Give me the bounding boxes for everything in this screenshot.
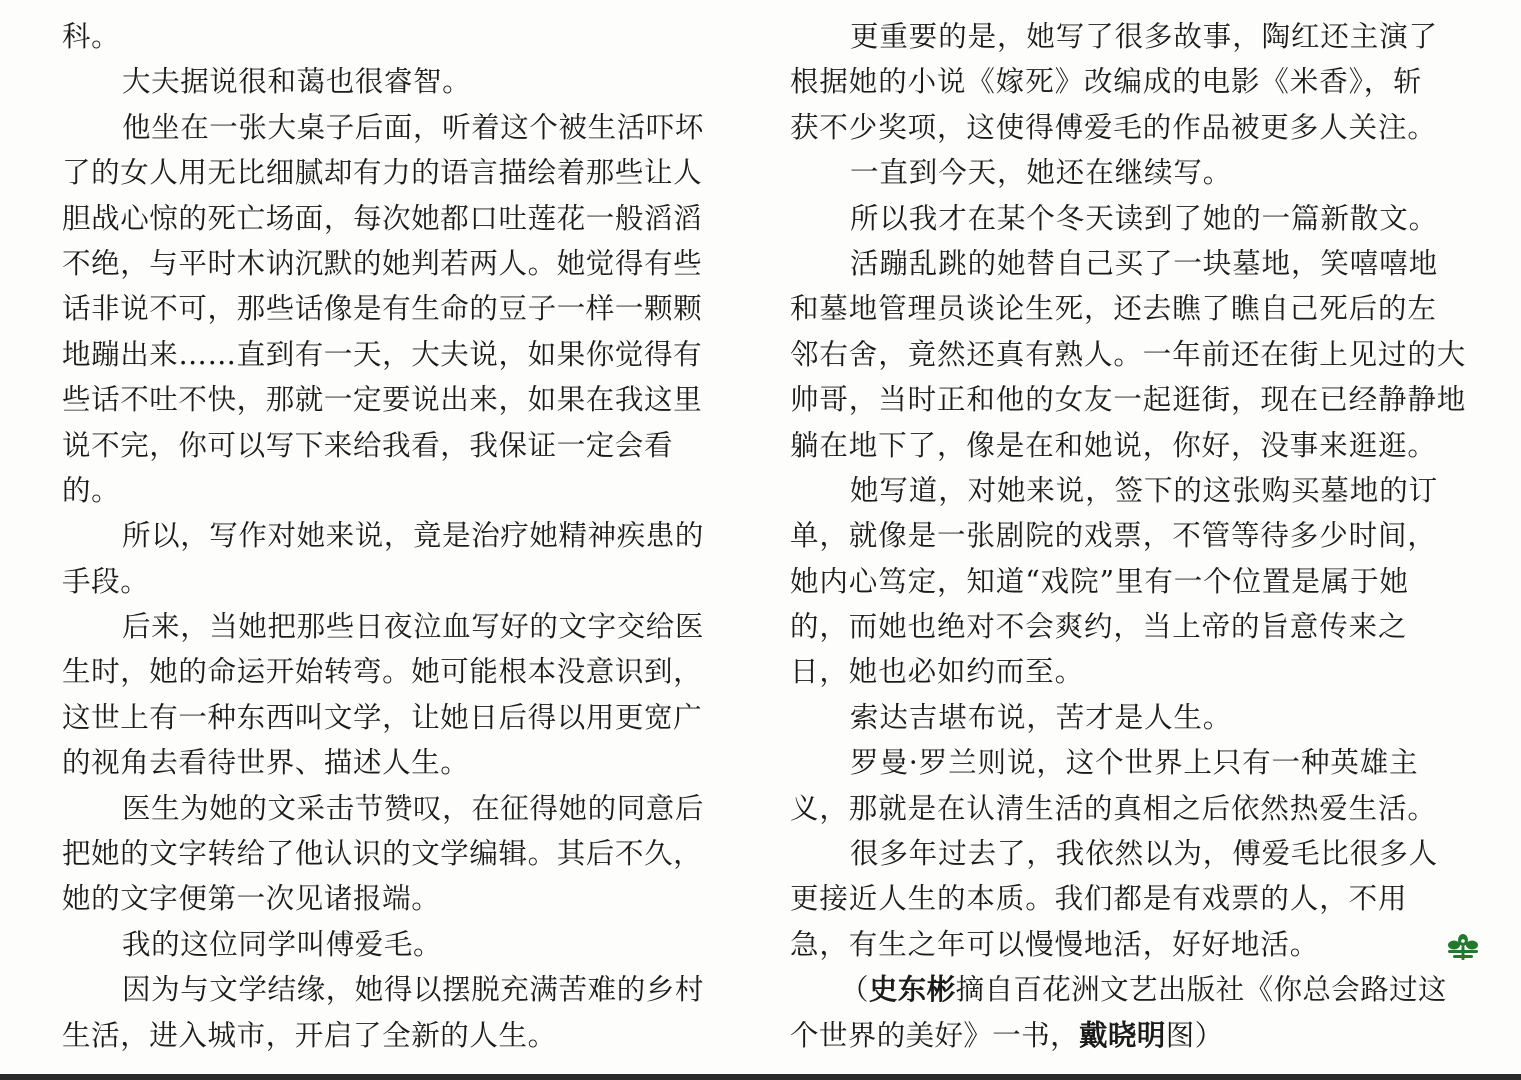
- text-line: 躺在地下了，像是在和她说，你好，没事来逛逛。: [790, 428, 1437, 462]
- text-line: 的，而她也绝对不会爽约，当上帝的旨意传来之: [790, 610, 1408, 644]
- text-line: 因为与文学结缘，她得以摆脱充满苦难的乡村: [122, 973, 705, 1007]
- credit-editor: 史东彬: [868, 972, 956, 1007]
- credit-illustration-suffix: 图）: [1165, 1018, 1224, 1052]
- text-line: 急，有生之年可以慢慢地活，好好地活。: [790, 927, 1320, 961]
- flower-ornament-icon: [1444, 932, 1482, 962]
- text-line: 所以我才在某个冬天读到了她的一篇新散文。: [850, 201, 1439, 235]
- text-line: 她内心笃定，知道“戏院”里有一个位置是属于她: [790, 564, 1409, 598]
- text-line: 这世上有一种东西叫文学，让她日后得以用更宽广: [62, 700, 703, 734]
- text-line: 一直到今天，她还在继续写。: [850, 156, 1233, 190]
- text-line: 我的这位同学叫傅爱毛。: [122, 927, 443, 961]
- credit-source: 摘自百花洲文艺出版社《你总会路过这: [955, 973, 1447, 1007]
- text-line: 不绝，与平时木讷沉默的她判若两人。她觉得有些: [62, 246, 703, 280]
- credit-book-title-end: 个世界的美好》一书，: [790, 1018, 1080, 1052]
- text-line: 的视角去看待世界、描述人生。: [62, 746, 470, 780]
- text-line: 活蹦乱跳的她替自己买了一块墓地，笑嘻嘻地: [850, 246, 1439, 280]
- text-line: 更接近人生的本质。我们都是有戏票的人，不用: [790, 882, 1408, 916]
- text-line: 手段。: [62, 564, 150, 598]
- right-column: [790, 14, 1478, 1058]
- text-line: 很多年过去了，我依然以为，傅爱毛比很多人: [850, 837, 1439, 871]
- text-line: 医生为她的文采击节赞叹，在征得她的同意后: [122, 791, 705, 825]
- text-line: 邻右舍，竟然还真有熟人。一年前还在街上见过的大: [790, 337, 1467, 371]
- text-line: 话非说不可，那些话像是有生命的豆子一样一颗颗: [62, 292, 703, 326]
- text-line: 把她的文字转给了他认识的文学编辑。其后不久，: [62, 837, 703, 871]
- text-line: 生时，她的命运开始转弯。她可能根本没意识到，: [62, 655, 703, 689]
- credit-open-paren: （: [840, 973, 869, 1007]
- text-line: 获不少奖项，这使得傅爱毛的作品被更多人关注。: [790, 110, 1437, 144]
- text-line: 他坐在一张大桌子后面，听着这个被生活吓坏: [122, 110, 705, 144]
- text-line: 了的女人用无比细腻却有力的语言描绘着那些让人: [62, 156, 703, 190]
- left-column: [62, 14, 734, 1058]
- text-line: 单，就像是一张剧院的戏票，不管等待多少时间，: [790, 519, 1437, 553]
- credit-illustrator: 戴晓明: [1079, 1017, 1166, 1052]
- text-line: 帅哥，当时正和他的女友一起逛街，现在已经静静地: [790, 383, 1467, 417]
- text-line: 和墓地管理员谈论生死，还去瞧了瞧自己死后的左: [790, 292, 1437, 326]
- text-line: 地蹦出来……直到有一天，大夫说，如果你觉得有: [62, 337, 703, 371]
- credit-line: [790, 1013, 1478, 1058]
- text-line: 生活，进入城市，开启了全新的人生。: [62, 1018, 557, 1052]
- text-line: 日，她也必如约而至。: [790, 655, 1085, 689]
- text-line: 根据她的小说《嫁死》改编成的电影《米香》，斩: [790, 65, 1423, 99]
- text-line: 索达吉堪布说，苦才是人生。: [850, 700, 1233, 734]
- text-line: 她写道，对她来说，签下的这张购买墓地的订: [850, 473, 1439, 507]
- text-line: 的。: [62, 473, 121, 507]
- text-line: 胆战心惊的死亡场面，每次她都口吐莲花一般滔滔: [62, 201, 703, 235]
- text-line: 说不完，你可以写下来给我看，我保证一定会看: [62, 428, 674, 462]
- page-bottom-border: [0, 1074, 1521, 1080]
- text-line: 她的文字便第一次见诸报端。: [62, 882, 441, 916]
- text-line: 罗曼·罗兰则说，这个世界上只有一种英雄主: [850, 746, 1419, 780]
- text-line: 大夫据说很和蔼也很睿智。: [122, 65, 472, 99]
- text-line: 所以，写作对她来说，竟是治疗她精神疾患的: [122, 519, 705, 553]
- text-line: 科。: [62, 20, 121, 53]
- credit-line: [790, 967, 1478, 1012]
- text-line: 更重要的是，她写了很多故事，陶红还主演了: [850, 20, 1439, 53]
- text-line: 义，那就是在认清生活的真相之后依然热爱生活。: [790, 791, 1437, 825]
- text-line: 些话不吐不快，那就一定要说出来，如果在我这里: [62, 383, 703, 417]
- text-line: 后来，当她把那些日夜泣血写好的文字交给医: [122, 610, 705, 644]
